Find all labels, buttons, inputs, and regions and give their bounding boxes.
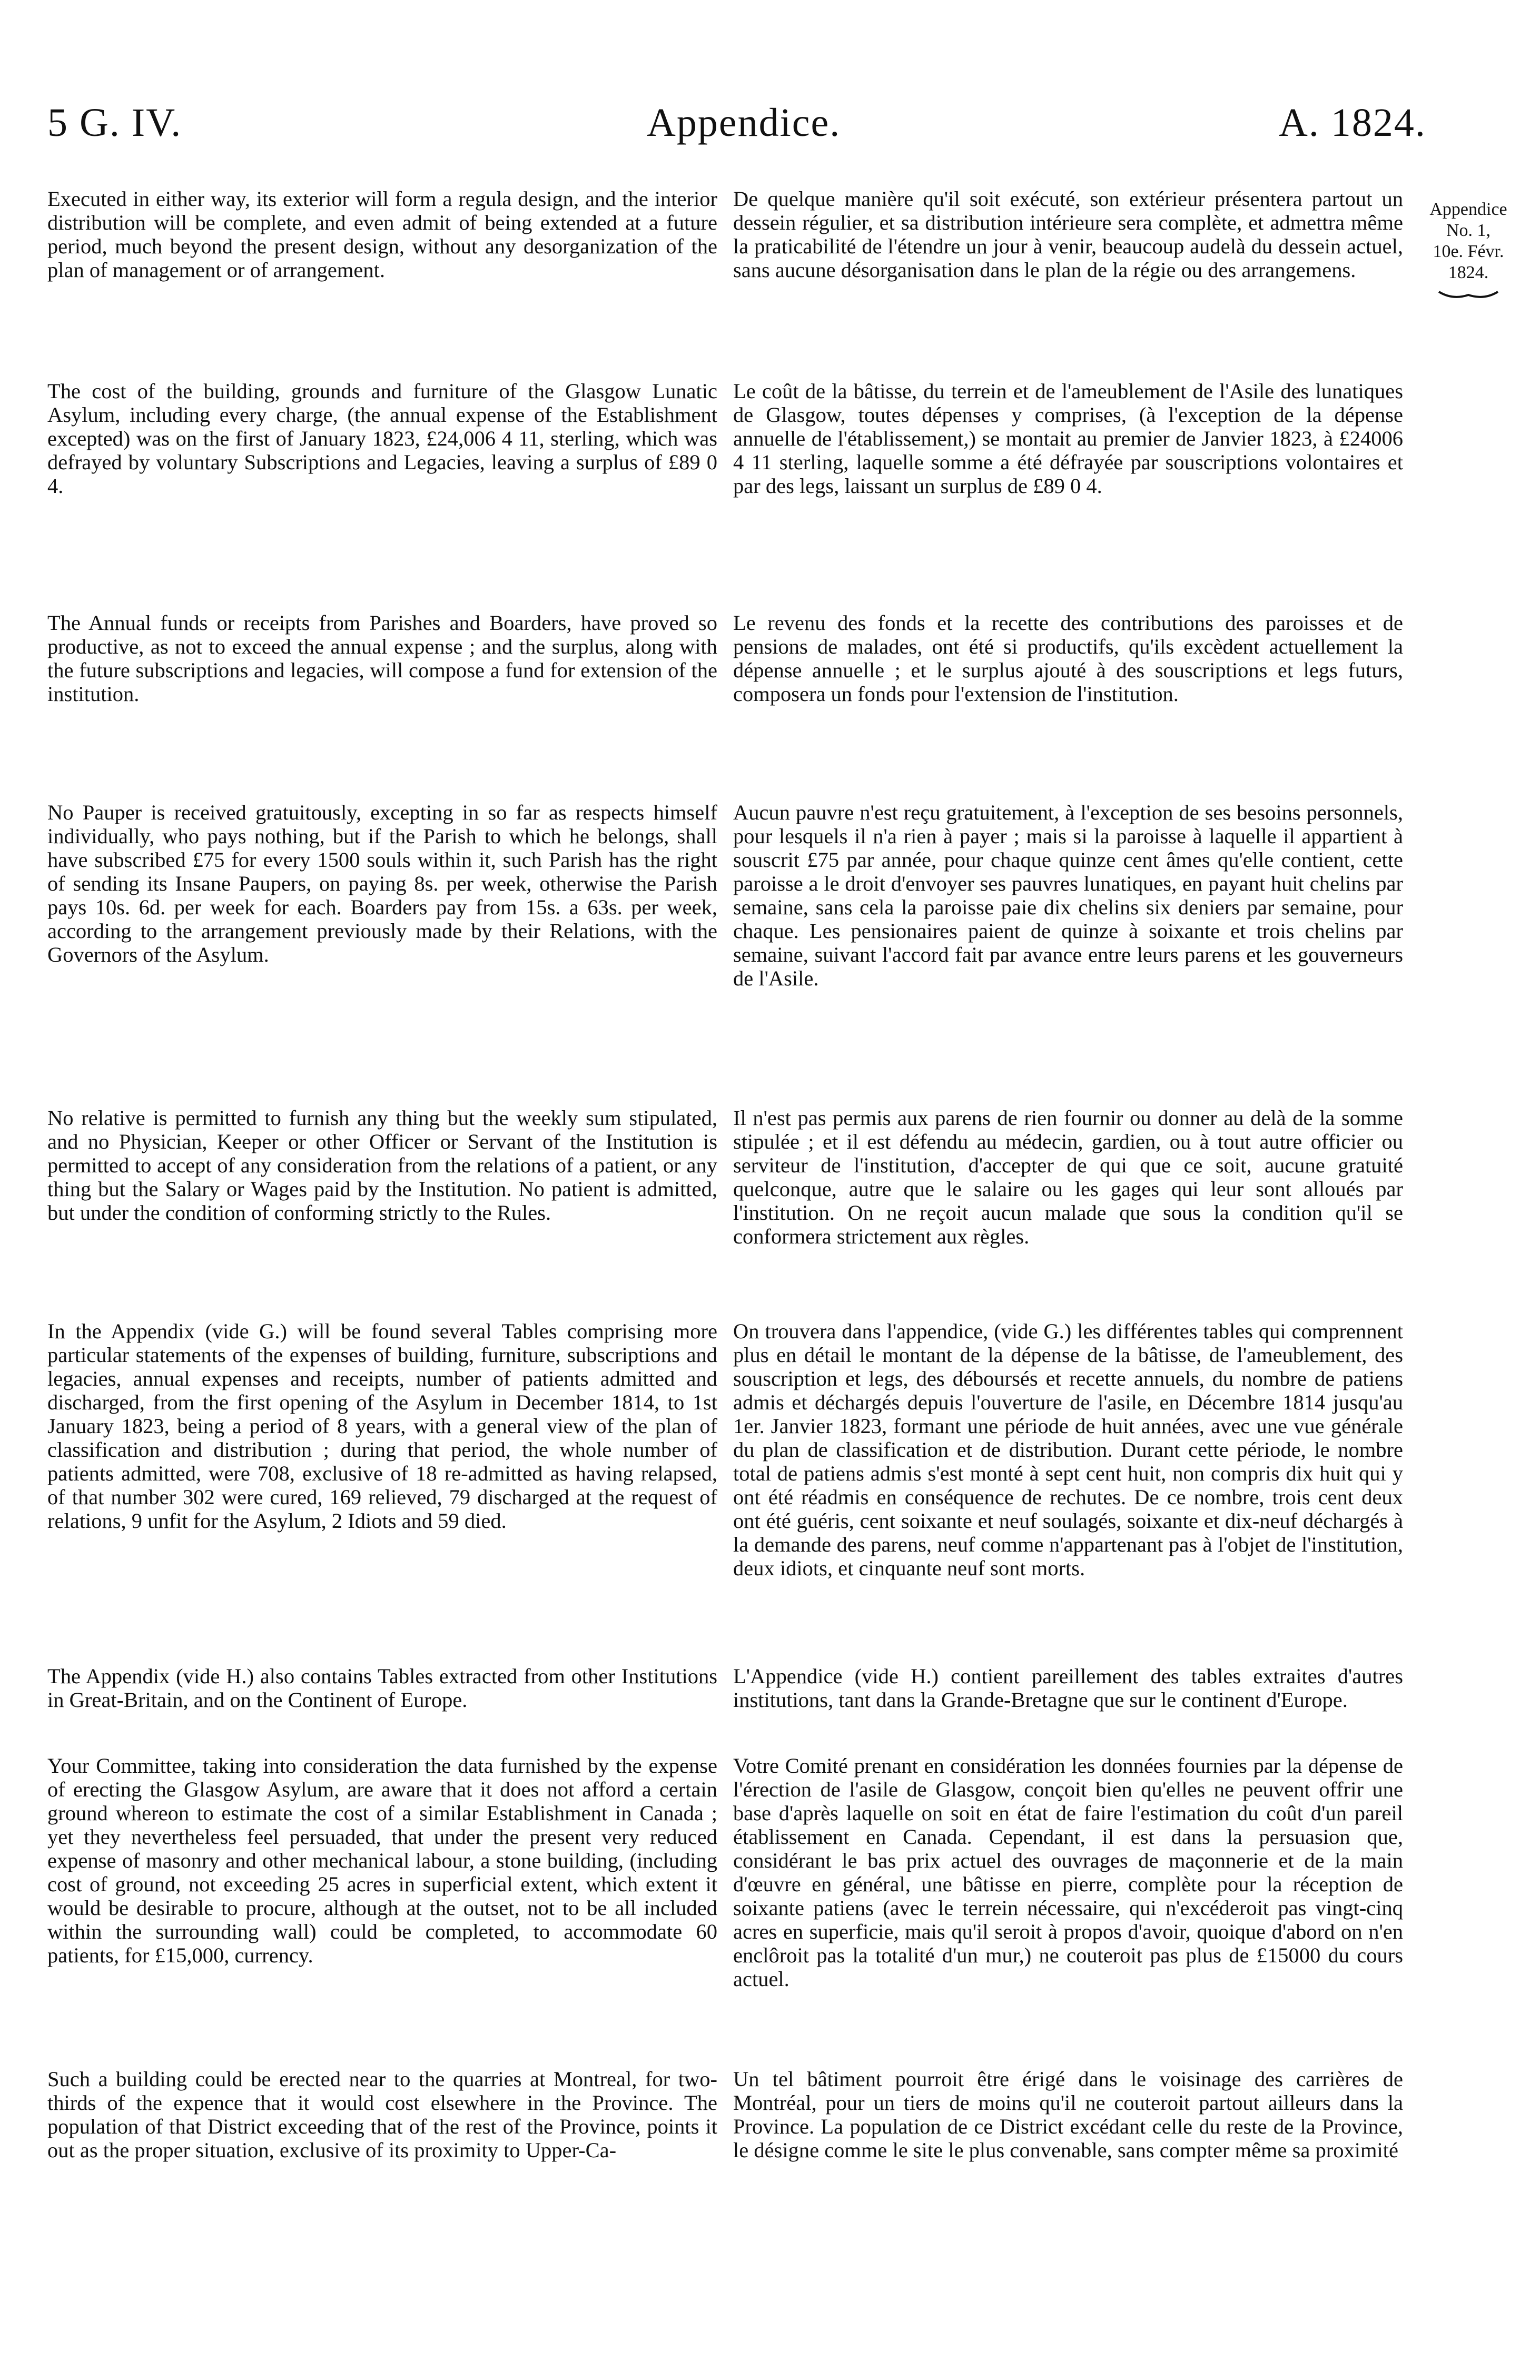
en-paragraph-7: The Appendix (vide H.) also contains Tables extracted from other Institutions in Great-Britain, and on the Continent of Europe. <box>47 1664 717 1712</box>
fr-paragraph-1: De quelque manière qu'il soit exécuté, son extérieur présentera partout un dessein régulier, et sa distribution intérieure sera complète, et admettra même la praticabilité de l'étendre un jour à venir, beaucoup audelà du dessein actuel, sans aucune désorganisation dans le plan de la régie ou des arrangemens. <box>733 187 1403 282</box>
margin-note <box>1416 199 1521 307</box>
en-paragraph-8: Your Committee, taking into consideration the data furnished by the expense of erecting the Glasgow Asylum, are aware that it does not afford a certain ground whereon to estimate the cost of a similar Establishment in Canada ; yet they nevertheless feel persuaded, that under the present very reduced expense of masonry and other mechanical labour, a stone building, (including cost of ground, not exceeding 25 acres in superficial extent, which extent it would be desirable to procure, although at the outset, not to be all included within the surrounding wall) could be completed, to accommodate 60 patients, for £15,000, currency. <box>47 1754 717 1967</box>
en-paragraph-1: Executed in either way, its exterior will form a regula design, and the interior distribution will be complete, and even admit of being extended at a future period, much beyond the present design, without any desorganization of the plan of management or of arrangement. <box>47 187 717 282</box>
fr-paragraph-9: Un tel bâtiment pourroit être érigé dans le voisinage des carrières de Montréal, pour un tiers de moins qu'il ne couteroit partout ailleurs dans la Province. La population de ce District excédant celle du reste de la Province, le désigne comme le site le plus convenable, sans compter même sa proximité <box>733 2067 1403 2162</box>
fr-paragraph-3: Le revenu des fonds et la recette des contributions des paroisses et de pensions de malades, ont été si productifs, qu'ils excèdent actuellement la dépense annuelle ; et le surplus ajouté à des souscriptions et legs futurs, composera un fonds pour l'extension de l'institution. <box>733 611 1403 706</box>
margin-note-appendice: Appendice <box>1429 200 1507 219</box>
page-header <box>0 100 1540 163</box>
en-paragraph-4: No Pauper is received gratuitously, excepting in so far as respects himself individually, who pays nothing, but if the Parish to which he belongs, shall have subscribed £75 for every 1500 souls within it, such Parish has the right of sending its Insane Paupers, on paying 8s. per week, otherwise the Parish pays 10s. 6d. per week for each. Boarders pay from 15s. a 63s. per week, according to the arrangement previously made by their Relations, with the Governors of the Asylum. <box>47 801 717 966</box>
en-paragraph-2: The cost of the building, grounds and furniture of the Glasgow Lunatic Asylum, including every charge, (the annual expense of the Establishment excepted) was on the first of January 1823, £24,006 4 11, sterling, which was defrayed by voluntary Subscriptions and Legacies, leaving a surplus of £89 0 4. <box>47 379 717 498</box>
fr-paragraph-8: Votre Comité prenant en considération les données fournies par la dépense de l'érection de l'asile de Glasgow, conçoit bien qu'elles ne peuvent offrir une base d'après laquelle on soit en état de faire l'estimation du coût d'un pareil établissement en Canada. Cependant, il est dans la persuasion que, considérant le bas prix actuel des ouvrages de maçonnerie et de la main d'œuvre en général, une bâtisse en pierre, complète pour la réception de soixante patiens (avec le terrein nécessaire, qui n'excéderoit pas vingt-cinq acres en superficie, mais qu'il seroit à propos d'avoir, quoique d'abord on n'en enclôroit pas la totalité d'un mur,) ne couteroit pas plus de £15000 du cours actuel. <box>733 1754 1403 1991</box>
margin-note-number: No. 1, <box>1446 221 1491 240</box>
margin-note-year: 1824. <box>1448 263 1489 282</box>
margin-note-date: 10e. Févr. <box>1433 242 1504 261</box>
fr-paragraph-7: L'Appendice (vide H.) contient pareillement des tables extraites d'autres institutions, tant dans la Grande-Bretagne que sur le continent d'Europe. <box>733 1664 1403 1712</box>
fr-paragraph-6: On trouvera dans l'appendice, (vide G.) les différentes tables qui comprennent plus en détail le montant de la dépense de la bâtisse, de l'ameublement, des souscription et legs, des déboursés et recette annuels, du nombre de patiens admis et déchargés depuis l'ouverture de l'asile, en Décembre 1814 jusqu'au 1er. Janvier 1823, formant une période de huit années, avec une vue générale du plan de classification et de distribution. Durant cette période, le nombre total de patiens admis s'est monté à sept cent huit, non compris dix huit qui y ont été réadmis en conséquence de rechutes. De ce nombre, trois cent deux ont été guéris, cent soixante et neuf soulagés, soixante et dix-neuf déchargés à la demande des parens, neuf comme n'appartenant pas à l'objet de l'institution, deux idiots, et cinquante neuf sont morts. <box>733 1319 1403 1580</box>
fr-paragraph-4: Aucun pauvre n'est reçu gratuitement, à l'exception de ses besoins personnels, pour lesquels il n'a rien à payer ; mais si la paroisse à laquelle il appartient à souscrit £75 par année, pour chaque quinze cent âmes qu'elle contient, cette paroisse a le droit d'envoyer ses pauvres lunatiques, en payant huit chelins par semaine, sans cela la paroisse paie dix chelins six deniers par semaine, pour chaque. Les pensionaires paient de quinze à soixante et trois chelins par semaine, suivant l'accord fait par avance entre leurs parens et les gouverneurs de l'Asile. <box>733 801 1403 990</box>
session-label: 5 G. IV. <box>47 101 182 145</box>
en-paragraph-6: In the Appendix (vide G.) will be found several Tables comprising more particular statements of the expenses of building, furniture, subscriptions and legacies, annual expenses and receipts, number of patients admitted and discharged, from the first opening of the Asylum in December 1814, to 1st January 1823, being a period of 8 years, with a general view of the plan of classification and distribution ; during that period, the whole number of patients admitted, were 708, exclusive of 18 re-admitted as having relapsed, of that number 302 were cured, 169 relieved, 79 discharged at the request of relations, 9 unfit for the Asylum, 2 Idiots and 59 died. <box>47 1319 717 1533</box>
bracket-ornament-icon <box>1416 285 1521 307</box>
fr-paragraph-2: Le coût de la bâtisse, du terrein et de l'ameublement de l'Asile des lunatiques de Glasgow, toutes dépenses y comprises, (à l'exception de la dépense annuelle de l'établissement,) se montait au premier de Janvier 1823, à £24006 4 11 sterling, laquelle somme a été défrayée par souscriptions volontaires et par des legs, laissant un surplus de £89 0 4. <box>733 379 1403 498</box>
en-paragraph-5: No relative is permitted to furnish any thing but the weekly sum stipulated, and no Physician, Keeper or other Officer or Servant of the Institution is permitted to accept of any consideration from the relations of a patient, or any thing but the Salary or Wages paid by the Institution. No patient is admitted, but under the condition of conforming strictly to the Rules. <box>47 1106 717 1224</box>
year-label: A. 1824. <box>1279 101 1426 145</box>
en-paragraph-3: The Annual funds or receipts from Parishes and Boarders, have proved so productive, as not to exceed the annual expense ; and the surplus, along with the future subscriptions and legacies, will compose a fund for extension of the institution. <box>47 611 717 706</box>
en-paragraph-9: Such a building could be erected near to the quarries at Montreal, for two-thirds of the expence that it would cost elsewhere in the Province. The population of that District exceeding that of the rest of the Province, points it out as the proper situation, exclusive of its proximity to Upper-Ca- <box>47 2067 717 2162</box>
page-title: Appendice. <box>647 101 841 145</box>
fr-paragraph-5: Il n'est pas permis aux parens de rien fournir ou donner au delà de la somme stipulée ; et il est défendu au médecin, gardien, ou à tout autre officier ou serviteur de l'institution, d'accepter de qui que ce soit, aucune gratuité quelconque, autre que le salaire ou les gages qui leur sont alloués par l'institution. On ne reçoit aucun malade que sous la condition qu'il se conformera strictement aux règles. <box>733 1106 1403 1248</box>
